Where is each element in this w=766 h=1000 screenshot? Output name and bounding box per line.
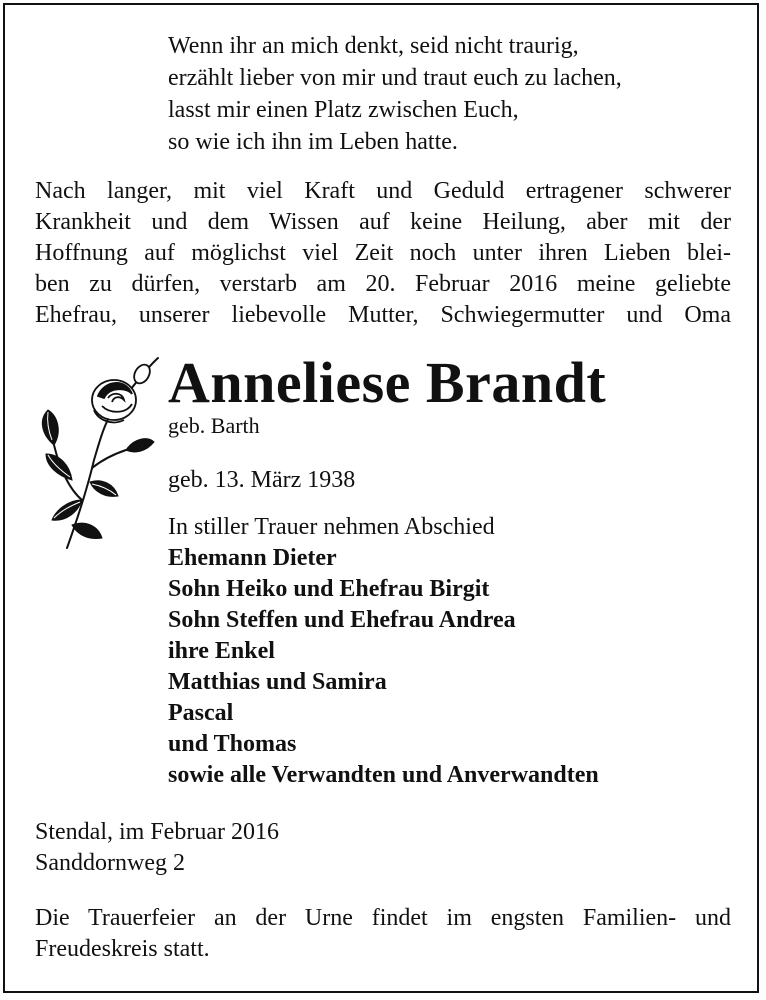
intro-line: Nach langer, mit viel Kraft und Geduld ertragener schwerer xyxy=(35,178,731,204)
poem-line: erzählt lieber von mir und traut euch zu lachen, xyxy=(168,65,622,91)
intro-line: Ehefrau, unserer liebevolle Mutter, Schwiegermutter und Oma xyxy=(35,302,731,328)
city-date: Stendal, im Februar 2016 xyxy=(35,819,279,845)
birth-date: geb. 13. März 1938 xyxy=(168,467,356,493)
deceased-name: Anneliese Brandt xyxy=(168,350,607,415)
street-address: Sanddornweg 2 xyxy=(35,850,185,876)
maiden-name: geb. Barth xyxy=(168,413,260,438)
poem-line: Wenn ihr an mich denkt, seid nicht traurig, xyxy=(168,33,579,59)
mourner-line: Sohn Steffen und Ehefrau Andrea xyxy=(168,607,516,633)
mourners-intro: In stiller Trauer nehmen Abschied xyxy=(168,514,495,540)
place-block xyxy=(35,817,279,879)
intro-line: Hoffnung auf möglichst viel Zeit noch unter ihren Lieben blei- xyxy=(35,240,731,266)
ceremony-line: Freudeskreis statt. xyxy=(35,936,210,962)
ceremony-note xyxy=(35,903,731,965)
poem-line: so wie ich ihn im Leben hatte. xyxy=(168,129,458,155)
poem-line: lasst mir einen Platz zwischen Euch, xyxy=(168,97,519,123)
intro-paragraph xyxy=(35,176,731,331)
rose-icon xyxy=(32,350,162,555)
intro-line: Krankheit und dem Wissen auf keine Heilung, aber mit der xyxy=(35,209,731,235)
mourner-line: sowie alle Verwandten und Anverwandten xyxy=(168,762,599,788)
mourner-line: Sohn Heiko und Ehefrau Birgit xyxy=(168,576,490,602)
poem xyxy=(168,30,622,158)
mourner-line: ihre Enkel xyxy=(168,638,275,664)
mourner-line: Ehemann Dieter xyxy=(168,545,337,571)
mourner-line: Matthias und Samira xyxy=(168,669,387,695)
mourner-line: Pascal xyxy=(168,700,234,726)
mourners-list xyxy=(168,512,599,791)
intro-line: ben zu dürfen, verstarb am 20. Februar 2016 meine geliebte xyxy=(35,271,731,297)
ceremony-line: Die Trauerfeier an der Urne findet im engsten Familien- und xyxy=(35,905,731,931)
mourner-line: und Thomas xyxy=(168,731,297,757)
